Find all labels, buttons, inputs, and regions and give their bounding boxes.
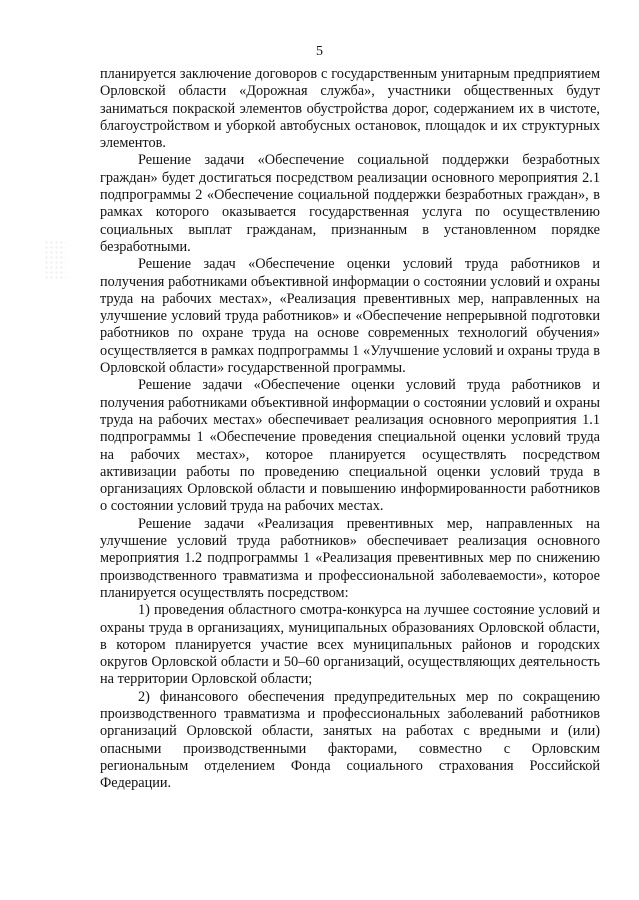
paragraph-assessment-task: Решение задачи «Обеспечение оценки условий труда работников и получения работниками объективной информации о состоянии условий и охраны труда на рабочих местах» обеспечивает реализация основного мероприятия 1.1 подпрограммы 1 «Обеспечение проведения специальной оценки условий труда на рабочих местах», которое планируется осуществлять посредством активизации работы по проведению специальной оценки условий труда в организациях Орловской области и повышению информированности работников о состоянии условий труда на рабочих местах. bbox=[100, 377, 600, 515]
scan-artifact bbox=[44, 240, 66, 280]
paragraph-preventive-measures: Решение задачи «Реализация превентивных мер, направленных на улучшение условий труда работников» обеспечивает реализация основного мероприятия 1.2 подпрограммы 1 «Реализация превентивных мер по снижению производственного травматизма и профессиональной заболеваемости», которое планируется осуществлять посредством: bbox=[100, 515, 600, 601]
page-number: 5 bbox=[316, 44, 323, 59]
document-body bbox=[100, 66, 600, 792]
list-item-1: 1) проведения областного смотра-конкурса на лучшее состояние условий и охраны труда в организациях, муниципальных образованиях Орловской области, в котором планируется участие всех муниципальных районов и городских округов Орловской области и 50–60 организаций, осуществляющих деятельность на территории Орловской области; bbox=[100, 602, 600, 688]
list-item-2: 2) финансового обеспечения предупредительных мер по сокращению производственного травматизма и профессиональных заболеваний работников организаций Орловской области, занятых на работах с вредными и (или) опасными производственными факторами, совместно с Орловским региональным отделением Фонда социального страхования Российской Федерации. bbox=[100, 688, 600, 792]
paragraph-unemployed-support: Решение задачи «Обеспечение социальной поддержки безработных граждан» будет достигаться посредством реализации основного мероприятия 2.1 подпрограммы 2 «Обеспечение социальной поддержки безработных граждан», в рамках которого оказывается государственная услуга по осуществлению социальных выплат гражданам, признанным в установленном порядке безработными. bbox=[100, 152, 600, 255]
paragraph-continuation: планируется заключение договоров с государственным унитарным предприятием Орловской области «Дорожная служба», участники общественных будут заниматься покраской элементов обустройства дорог, содержанием их в чистоте, благоустройством и уборкой автобусных остановок, площадок и их структурных элементов. bbox=[100, 66, 600, 152]
paragraph-labor-conditions-tasks: Решение задач «Обеспечение оценки условий труда работников и получения работниками объективной информации о состоянии условий и охраны труда на рабочих местах», «Реализация превентивных мер, направленных на улучшение условий труда работников» и «Обеспечение непрерывной подготовки работников по охране труда на основе современных технологий обучения» осуществляется в рамках подпрограммы 1 «Улучшение условий и охраны труда в Орловской области» государственной программы. bbox=[100, 256, 600, 377]
